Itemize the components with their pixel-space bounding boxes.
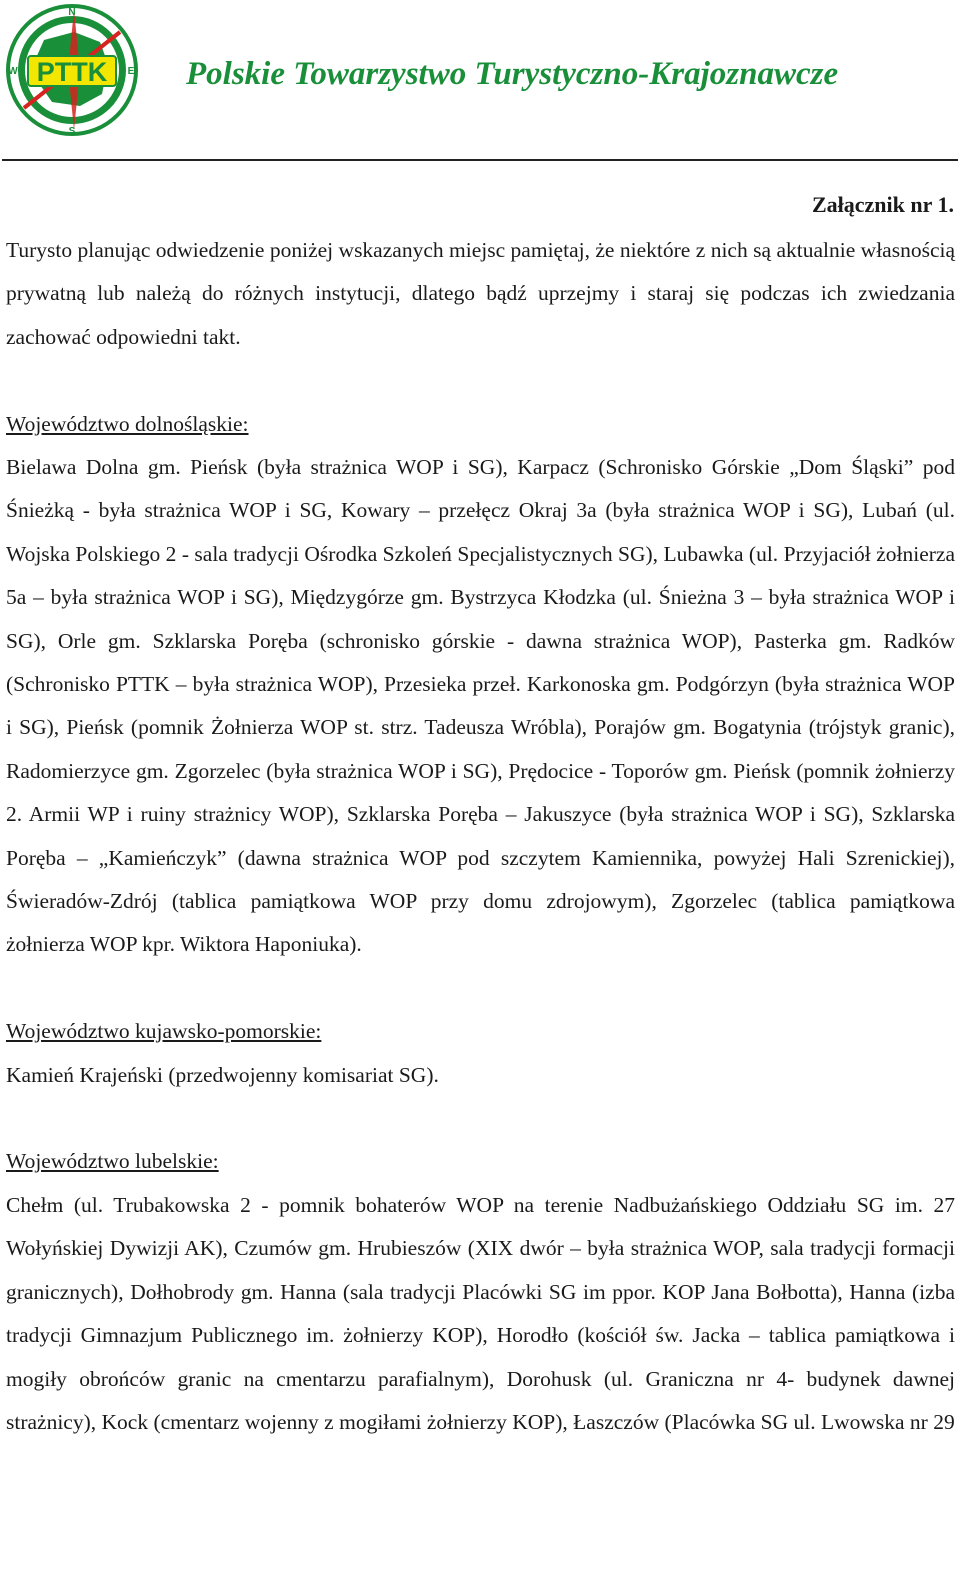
organization-name: Polskie Towarzystwo Turystyczno-Krajoznawcze <box>186 56 839 92</box>
document-body <box>6 229 955 1444</box>
compass-south: S <box>68 126 76 137</box>
section-heading-lubelskie: Województwo lubelskie: <box>6 1149 219 1174</box>
section-text-lubelskie: Chełm (ul. Trubakowska 2 - pomnik bohaterów WOP na terenie Nadbużańskiego Oddziału SG im. 27 Wołyńskiej Dywizji AK), Czumów gm. Hrubieszów (XIX dwór – była strażnica WOP, sala tradycji formacji granicznych), Dołhobrody gm. Hanna (sala tradycji Placówki SG im ppor. KOP Jana Bołbotta), Hanna (izba tradycji Gimnazjum Publicznego im. żołnierzy KOP), Horodło (kościół św. Jacka – tablica pamiątkowa i mogiły obrońców granic na cmentarzu parafialnym), Dorohusk (ul. Graniczna nr 4- budynek dawnej strażnicy), Kock (cmentarz wojenny z mogiłami żołnierzy KOP), Łaszczów (Placówka SG ul. Lwowska nr 29 <box>6 1192 955 1434</box>
annex-label: Załącznik nr 1. <box>811 192 954 217</box>
document-header <box>0 0 960 160</box>
section-text-kujawsko-pomorskie: Kamień Krajeński (przedwojenny komisariat SG). <box>6 1062 439 1087</box>
compass-east: E <box>127 66 135 77</box>
section-heading-dolnoslaskie: Województwo dolnośląskie: <box>6 411 249 436</box>
header-divider <box>2 159 958 161</box>
logo-text: PTTK <box>36 57 108 87</box>
pttk-logo <box>4 2 140 138</box>
compass-west: W <box>8 66 18 77</box>
section-text-dolnoslaskie: Bielawa Dolna gm. Pieńsk (była strażnica WOP i SG), Karpacz (Schronisko Górskie „Dom Śląski” pod Śnieżką - była strażnica WOP i SG, Kowary – przełęcz Okraj 3a (była strażnica WOP i SG), Lubań (ul. Wojska Polskiego 2 - sala tradycji Ośrodka Szkoleń Specjalistycznych SG), Lubawka (ul. Przyjaciół żołnierza 5a – była strażnica WOP i SG), Międzygórze gm. Bystrzyca Kłodzka (ul. Śnieżna 3 – była strażnica WOP i SG), Orle gm. Szklarska Poręba (schronisko górskie - dawna strażnica WOP), Pasterka gm. Radków (Schronisko PTTK – była strażnica WOP), Przesieka przeł. Karkonoska gm. Podgórzyn (była strażnica WOP i SG), Pieńsk (pomnik Żołnierza WOP st. strz. Tadeusza Wróbla), Porajów gm. Bogatynia (trójstyk granic), Radomierzyce gm. Zgorzelec (była strażnica WOP i SG), Prędocice - Toporów gm. Pieńsk (pomnik żołnierzy 2. Armii WP i ruiny strażnicy WOP), Szklarska Poręba – Jakuszyce (była strażnica WOP i SG), Szklarska Poręba – „Kamieńczyk” (dawna strażnica WOP pod szczytem Kamiennika, powyżej Hali Szrenickiej), Świeradów-Zdrój (tablica pamiątkowa WOP przy domu zdrojowym), Zgorzelec (tablica pamiątkowa żołnierza WOP kpr. Wiktora Haponiuka). <box>6 455 955 957</box>
section-heading-kujawsko-pomorskie: Województwo kujawsko-pomorskie: <box>6 1019 322 1044</box>
compass-north: N <box>68 7 76 18</box>
intro-paragraph: Turysto planując odwiedzenie poniżej wskazanych miejsc pamiętaj, że niektóre z nich są aktualnie własnością prywatną lub należą do różnych instytucji, dlatego bądź uprzejmy i staraj się podczas ich zwiedzania zachować odpowiedni takt. <box>6 238 955 349</box>
